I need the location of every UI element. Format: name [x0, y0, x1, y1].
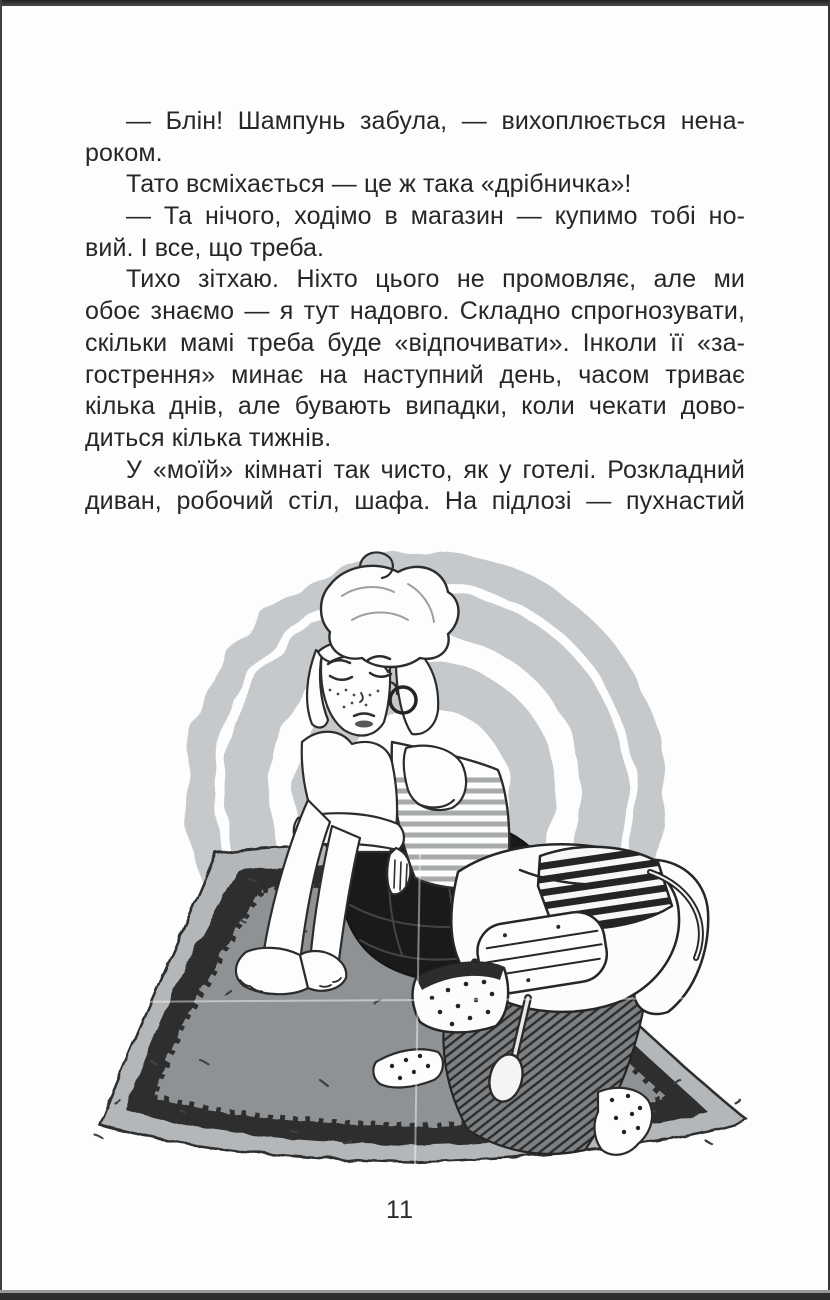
text-line: диван, робочий стіл, шафа. На підлозі — пухнастий: [85, 487, 745, 516]
text-line: гострення» минає на наступний день, часом триває: [85, 360, 745, 389]
text-line: вий. І все, що треба.: [85, 233, 325, 262]
text-line: Тихо зітхаю. Ніхто цього не промовляє, але ми: [126, 265, 745, 294]
photo-edge-bottom: [0, 1293, 830, 1300]
text-line: — Блін! Шампунь забула, — вихоплюється нена-: [126, 107, 745, 135]
text-line: диться кілька тижнів.: [85, 423, 332, 452]
page-number: 11: [386, 1196, 414, 1224]
travel-bag: [413, 844, 709, 1032]
photo-edge-left: [0, 0, 2, 1300]
text-line: Тато всміхається — це ж така «дрібничка»!: [126, 170, 632, 199]
illustration: [75, 550, 755, 1180]
text-line: роком.: [85, 138, 163, 167]
photo-edge-top: [0, 0, 830, 6]
text-line: скільки мамі треба буде «відпочивати». Інколи її «за-: [85, 328, 745, 357]
sleeve: [404, 746, 466, 810]
hair-bun: [321, 566, 459, 667]
text-block: [85, 106, 745, 518]
text-line: — Та нічого, ходімо в магазин — купимо тобі но-: [126, 202, 745, 231]
text-line: обоє знаємо — я тут надовго. Складно спрогнозувати,: [85, 297, 745, 326]
sock-right: [595, 1088, 653, 1155]
chin-smudge: [355, 721, 373, 728]
feet: [236, 948, 308, 994]
text-line: У «моїй» кімнаті так чисто, як у готелі. Розкладний: [126, 455, 745, 484]
text-line: кілька днів, але бувають випадки, коли чекати дово-: [85, 392, 745, 421]
